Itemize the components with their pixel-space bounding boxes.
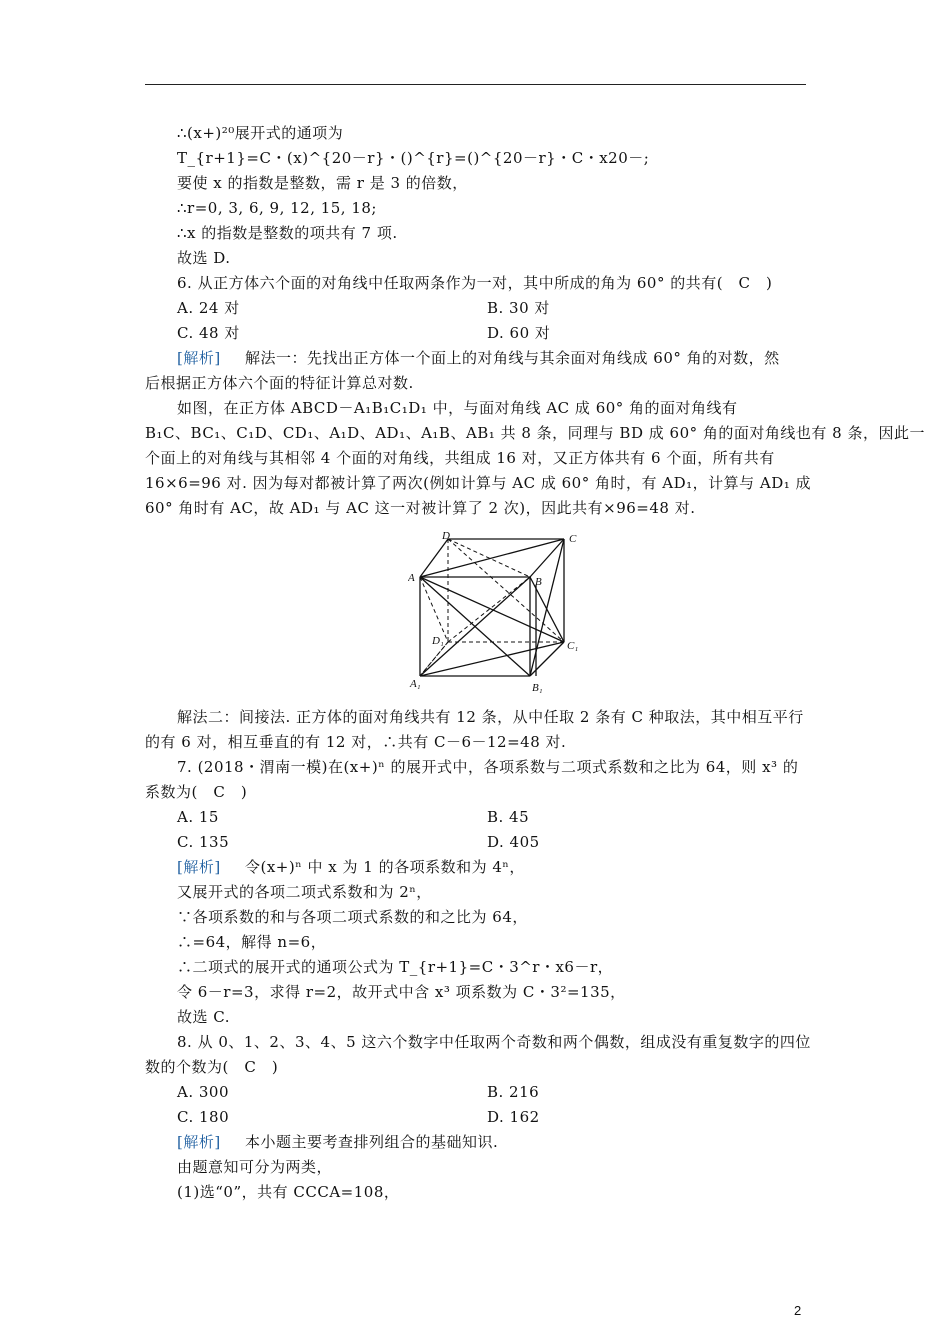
edge bbox=[530, 642, 564, 676]
vertex-label-b1: B₁ bbox=[532, 682, 543, 694]
vertex-label-c: C bbox=[569, 533, 577, 545]
option-a: A. 15 bbox=[177, 808, 219, 826]
option-a: A. 24 对 bbox=[177, 299, 240, 317]
text-line: 个面上的对角线与其相邻 4 个面的对角线，共组成 16 对，又正方体共有 6 个面，所有共有 bbox=[145, 449, 775, 467]
vertex-label-a1: A₁ bbox=[410, 678, 421, 690]
vertex-label-d1: D₁ bbox=[432, 635, 444, 647]
vertex-label-d: D bbox=[442, 530, 450, 542]
option-c: C. 48 对 bbox=[177, 324, 240, 342]
option-b: B. 45 bbox=[487, 808, 530, 826]
text-line: 令(x+)ⁿ 中 x 为 1 的各项系数和为 4ⁿ， bbox=[245, 858, 525, 876]
option-c: C. 180 bbox=[177, 1108, 230, 1126]
text-line: (1)选“0”，共有 CCCA=108， bbox=[177, 1183, 400, 1201]
diagonal bbox=[420, 577, 564, 642]
text-line: 故选 C. bbox=[177, 1008, 230, 1026]
text-line: 要使 x 的指数是整数，需 r 是 3 的倍数， bbox=[177, 174, 468, 192]
text-line: ∴(x+)²⁰展开式的通项为 bbox=[177, 124, 344, 142]
analysis-tag: [解析] bbox=[177, 1133, 221, 1151]
hidden-diagonal bbox=[448, 539, 530, 577]
vertex-label-b: B bbox=[535, 576, 542, 588]
text-line: ∵各项系数的和与各项二项式系数的和之比为 64， bbox=[177, 908, 528, 926]
header-rule bbox=[145, 84, 806, 85]
diagonal bbox=[420, 539, 564, 577]
hidden-diagonal bbox=[448, 577, 530, 642]
text-line: ∴r=0, 3, 6, 9, 12, 15, 18; bbox=[177, 199, 377, 217]
text-line: 解法一：先找出正方体一个面上的对角线与其余面对角线成 60° 角的对数，然 bbox=[245, 349, 780, 367]
text-line: B₁C、BC₁、C₁D、CD₁、A₁D、AD₁、A₁B、AB₁ 共 8 条，同理与 BD 成 60° 角的面对角线也有 8 条，因此一 bbox=[145, 424, 925, 442]
text-line: 由题意知可分为两类， bbox=[177, 1158, 333, 1176]
vertex-label-c1: C₁ bbox=[567, 640, 579, 652]
text-line: ∴二项式的展开式的通项公式为 T_{r+1}=C・3^r・x6－r， bbox=[177, 958, 614, 976]
diagonal bbox=[420, 642, 564, 676]
text-line: 16×6=96 对. 因为每对都被计算了两次(例如计算与 AC 成 60° 角时，有 AD₁，计算与 AD₁ 成 bbox=[145, 474, 812, 492]
cube-figure bbox=[408, 530, 588, 695]
text-line: 又展开式的各项二项式系数和为 2ⁿ， bbox=[177, 883, 432, 901]
text-line: ∴=64，解得 n=6， bbox=[177, 933, 327, 951]
text-line: 后根据正方体六个面的特征计算总对数. bbox=[145, 374, 414, 392]
hidden-diagonal bbox=[420, 577, 448, 642]
text-line: ∴x 的指数是整数的项共有 7 项. bbox=[177, 224, 398, 242]
text-line: 数的个数为( C ) bbox=[145, 1058, 279, 1076]
diagonal bbox=[530, 539, 564, 676]
option-d: D. 162 bbox=[487, 1108, 540, 1126]
text-line: 本小题主要考查排列组合的基础知识. bbox=[245, 1133, 499, 1151]
option-d: D. 60 对 bbox=[487, 324, 551, 342]
text-line: 令 6－r=3，求得 r=2，故开式中含 x³ 项系数为 C・3²=135， bbox=[177, 983, 626, 1001]
analysis-tag: [解析] bbox=[177, 858, 221, 876]
question-7: 7. (2018・渭南一模)在(x+)ⁿ 的展开式中，各项系数与二项式系数和之比为 64，则 x³ 的 bbox=[177, 758, 799, 776]
option-b: B. 216 bbox=[487, 1083, 540, 1101]
text-line: 60° 角时有 AC，故 AD₁ 与 AC 这一对被计算了 2 次)，因此共有×96=48 对. bbox=[145, 499, 696, 517]
text-line: 如图，在正方体 ABCD－A₁B₁C₁D₁ 中，与面对角线 AC 成 60° 角的面对角线有 bbox=[177, 399, 738, 417]
text-line: 的有 6 对，相互垂直的有 12 对，∴共有 C－6－12=48 对. bbox=[145, 733, 567, 751]
option-d: D. 405 bbox=[487, 833, 540, 851]
text-line: T_{r+1}=C・(x)^{20－r}・()^{r}=()^{20－r}・C・x20－; bbox=[177, 149, 650, 167]
text-line: 故选 D. bbox=[177, 249, 231, 267]
text-line: 系数为( C ) bbox=[145, 783, 248, 801]
option-b: B. 30 对 bbox=[487, 299, 550, 317]
option-c: C. 135 bbox=[177, 833, 230, 851]
page-number: 2 bbox=[794, 1303, 802, 1318]
question-6: 6. 从正方体六个面的对角线中任取两条作为一对，其中所成的角为 60° 的共有( C ) bbox=[177, 274, 773, 292]
text-line: 解法二：间接法. 正方体的面对角线共有 12 条，从中任取 2 条有 C 种取法，其中相互平行 bbox=[177, 708, 804, 726]
vertex-label-a: A bbox=[408, 572, 415, 584]
analysis-tag: [解析] bbox=[177, 349, 221, 367]
question-8: 8. 从 0、1、2、3、4、5 这六个数字中任取两个奇数和两个偶数，组成没有重复数字的四位 bbox=[177, 1033, 811, 1051]
option-a: A. 300 bbox=[177, 1083, 229, 1101]
